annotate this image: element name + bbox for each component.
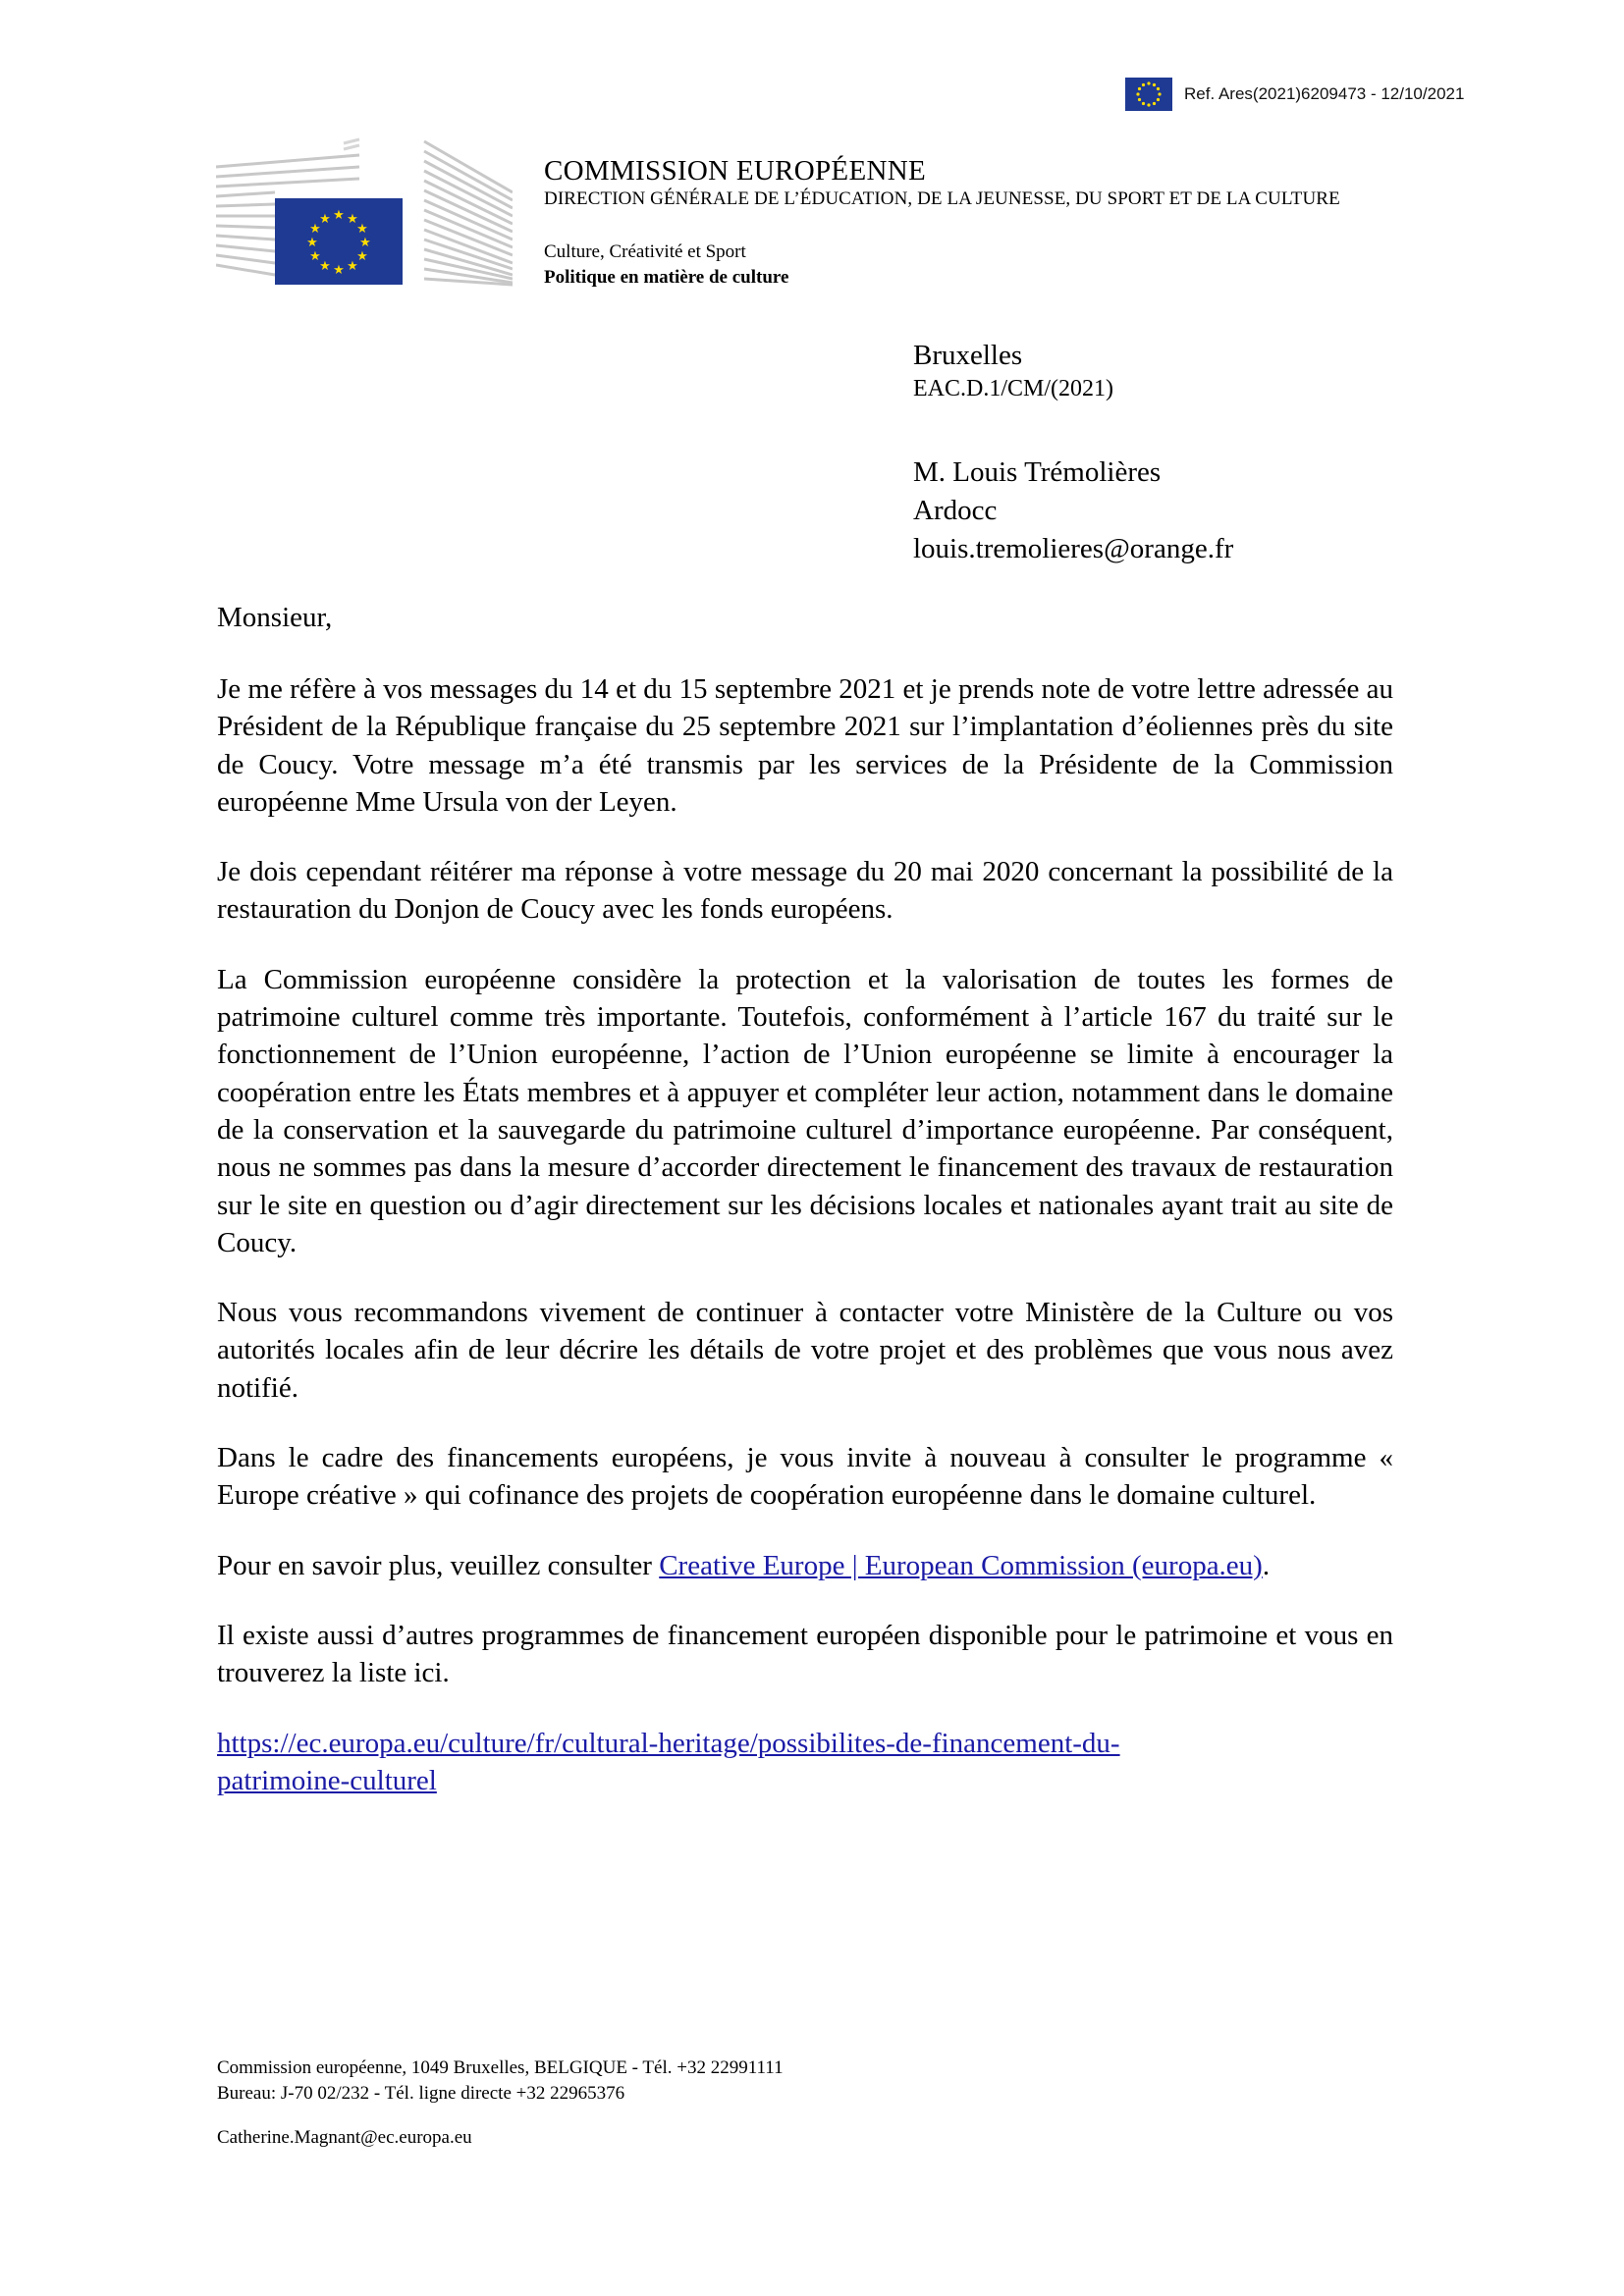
paragraph	[217, 1547, 1393, 1584]
url-line: https://ec.europa.eu/culture/fr/cultural-heritage/possibilites-de-financement-du-	[217, 1727, 1120, 1759]
unit-name: Politique en matière de culture	[544, 267, 789, 288]
salutation: Monsieur,	[217, 602, 333, 633]
svg-text:★: ★	[319, 259, 331, 274]
directorate-name: Culture, Créativité et Sport	[544, 241, 746, 262]
svg-text:★: ★	[319, 212, 331, 227]
recipient-name: M. Louis Trémolières	[913, 456, 1162, 488]
svg-text:★: ★	[333, 208, 345, 223]
paragraph-text: Pour en savoir plus, veuillez consulter	[217, 1549, 660, 1581]
paragraph: Il existe aussi d’autres programmes de financement européen disponible pour le patrimoine et vous en trouverez la liste ici.	[217, 1619, 1393, 1689]
letter-body	[217, 670, 1393, 1832]
paragraph: Nous vous recommandons vivement de continuer à contacter votre Ministère de la Culture ou vos autorités locales afin de leur décrire les détails de votre projet et des problèmes que vous nous avez notifié.	[217, 1297, 1393, 1404]
footer	[217, 2056, 784, 2151]
svg-text:★: ★	[347, 259, 358, 274]
svg-text:★: ★	[356, 249, 368, 264]
organisation-name: COMMISSION EUROPÉENNE	[544, 155, 926, 187]
svg-text:★: ★	[356, 222, 368, 237]
ares-reference: Ref. Ares(2021)6209473 - 12/10/2021	[1184, 84, 1465, 103]
directorate-general: DIRECTION GÉNÉRALE DE L’ÉDUCATION, DE LA JEUNESSE, DU SPORT ET DE LA CULTURE	[544, 188, 1340, 209]
svg-text:★: ★	[309, 222, 321, 237]
paragraph-text: .	[1262, 1549, 1271, 1581]
paragraph: Dans le cadre des financements européens, je vous invite à nouveau à consulter le programme « Europe créative » qui cofinance des projets de coopération européenne dans le domaine culturel.	[217, 1442, 1393, 1512]
city: Bruxelles	[913, 340, 1023, 371]
recipient-address	[913, 454, 1233, 568]
file-reference: EAC.D.1/CM/(2021)	[913, 376, 1113, 401]
paragraph: Je me réfère à vos messages du 14 et du 15 septembre 2021 et je prends note de votre lettre adressée au Président de la République française du 25 septembre 2021 sur l’implantation d’éoliennes près du site de Coucy. Votre message m’a été transmis par les services de la Présidente de la Commission européenne Mme Ursula von der Leyen.	[217, 673, 1393, 818]
svg-text:★: ★	[309, 249, 321, 264]
letterhead	[544, 155, 1340, 291]
paragraph: La Commission européenne considère la protection et la valorisation de toutes les formes de patrimoine culturel comme très importante. Toutefois, conformément à l’article 167 du traité sur le fonctionnement de l’Union européenne, l’action de l’Union européenne se limite à encourager la coopération entre les États membres et à appuyer et compléter leur action, notamment dans le domaine de la conservation et la sauvegarde du patrimoine culturel d’importance européenne. Par conséquent, nous ne sommes pas dans la mesure d’accorder directement le financement des travaux de restauration sur le site en question ou d’agir directement sur les décisions locales et nationales ayant trait au site de Coucy.	[217, 963, 1393, 1258]
svg-text:★: ★	[333, 263, 345, 278]
footer-office: Bureau: J-70 02/232 - Tél. ligne directe +32 22965376	[217, 2083, 625, 2104]
svg-text:★: ★	[306, 236, 318, 250]
recipient-organisation: Ardocc	[913, 495, 998, 526]
ref-stamp	[1125, 78, 1464, 111]
url-line: patrimoine-culturel	[217, 1764, 437, 1796]
place-and-reference	[913, 338, 1113, 404]
eu-flag-icon	[1125, 78, 1172, 111]
recipient-email: louis.tremolieres@orange.fr	[913, 533, 1234, 564]
heritage-funding-link[interactable]	[217, 1728, 1120, 1796]
european-commission-logo	[216, 137, 513, 287]
paragraph: Je dois cependant réitérer ma réponse à votre message du 20 mai 2020 concernant la possibilité de la restauration du Donjon de Coucy avec les fonds européens.	[217, 856, 1393, 926]
creative-europe-link[interactable]: Creative Europe | European Commission (europa.eu)	[659, 1549, 1263, 1581]
funding-url-paragraph	[217, 1725, 1393, 1800]
svg-text:★: ★	[359, 236, 371, 250]
footer-email: Catherine.Magnant@ec.europa.eu	[217, 2127, 472, 2148]
footer-address: Commission européenne, 1049 Bruxelles, BELGIQUE - Tél. +32 22991111	[217, 2057, 784, 2078]
svg-text:★: ★	[347, 212, 358, 227]
